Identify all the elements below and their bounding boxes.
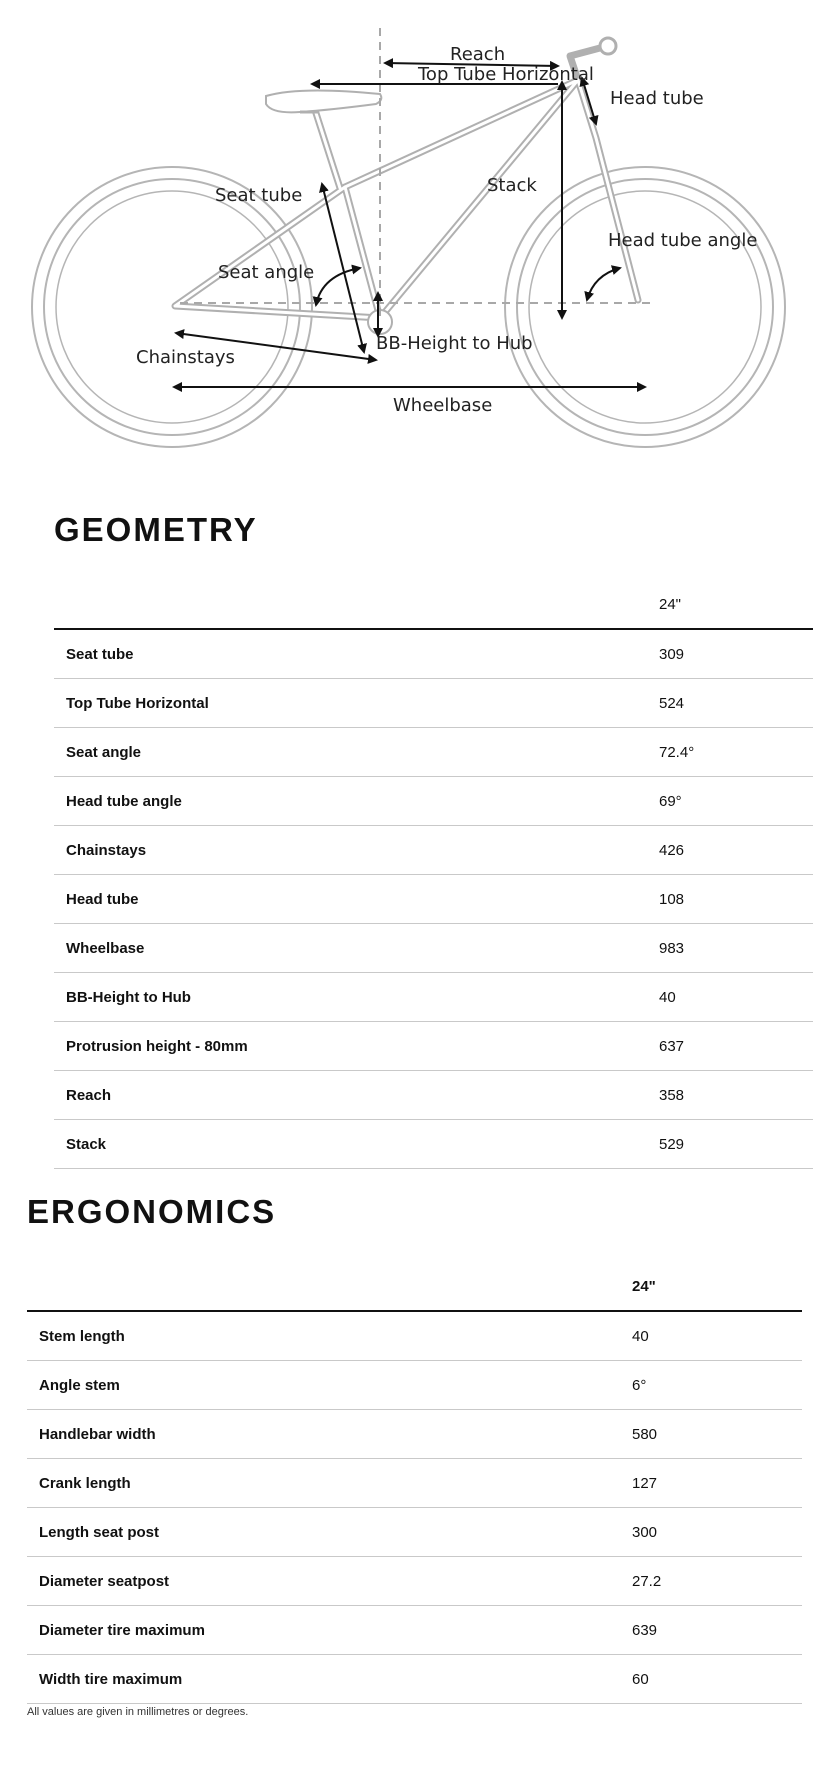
row-label: Angle stem (27, 1361, 632, 1410)
row-label: Crank length (27, 1459, 632, 1508)
row-value: 309 (659, 629, 813, 679)
table-row (54, 728, 813, 777)
row-label: Diameter seatpost (27, 1557, 632, 1606)
row-label: Stem length (27, 1311, 632, 1361)
label-top-tube-horizontal: Top Tube Horizontal (418, 64, 594, 85)
ergonomics-heading: ERGONOMICS (27, 1193, 277, 1230)
handlebar-end (600, 38, 616, 54)
bike-illustration (0, 0, 813, 460)
row-value: 426 (659, 826, 813, 875)
row-value: 639 (632, 1606, 802, 1655)
row-label: Head tube angle (54, 777, 659, 826)
row-value: 127 (632, 1459, 802, 1508)
label-stack: Stack (487, 175, 537, 196)
table-row (27, 1410, 802, 1459)
table-row (27, 1508, 802, 1557)
bike-geometry-diagram (0, 0, 813, 460)
ergonomics-table (27, 1262, 802, 1704)
table-row (54, 826, 813, 875)
label-head-tube-angle: Head tube angle (608, 230, 758, 251)
table-row (27, 1606, 802, 1655)
row-label: Seat angle (54, 728, 659, 777)
units-footnote: All values are given in millimetres or degrees. (27, 1706, 249, 1718)
row-label: Protrusion height - 80mm (54, 1022, 659, 1071)
table-header-row (54, 580, 813, 629)
row-value: 358 (659, 1071, 813, 1120)
saddle (266, 90, 381, 112)
row-value: 637 (659, 1022, 813, 1071)
row-label: Top Tube Horizontal (54, 679, 659, 728)
table-row (54, 1022, 813, 1071)
table-row (27, 1459, 802, 1508)
row-label: Head tube (54, 875, 659, 924)
header-blank (27, 1262, 632, 1311)
row-value: 300 (632, 1508, 802, 1557)
front-wheel (505, 167, 785, 447)
row-value: 72.4° (659, 728, 813, 777)
table-row (27, 1361, 802, 1410)
row-label: Wheelbase (54, 924, 659, 973)
table-row (54, 1071, 813, 1120)
table-row (54, 1120, 813, 1169)
label-reach: Reach (450, 44, 506, 65)
label-head-tube: Head tube (610, 88, 704, 109)
row-value: 60 (632, 1655, 802, 1704)
row-label: Length seat post (27, 1508, 632, 1557)
size-column-header: 24" (632, 1262, 802, 1311)
row-value: 983 (659, 924, 813, 973)
row-label: Stack (54, 1120, 659, 1169)
row-value: 69° (659, 777, 813, 826)
row-label: Reach (54, 1071, 659, 1120)
row-value: 529 (659, 1120, 813, 1169)
label-seat-tube: Seat tube (215, 185, 303, 206)
row-label: Diameter tire maximum (27, 1606, 632, 1655)
table-row (54, 924, 813, 973)
table-row (27, 1311, 802, 1361)
table-row (54, 777, 813, 826)
row-value: 27.2 (632, 1557, 802, 1606)
row-label: BB-Height to Hub (54, 973, 659, 1022)
row-value: 40 (659, 973, 813, 1022)
row-label: Width tire maximum (27, 1655, 632, 1704)
table-row (54, 973, 813, 1022)
geometry-heading: GEOMETRY (54, 511, 258, 548)
table-row (54, 629, 813, 679)
table-row (54, 679, 813, 728)
table-header-row (27, 1262, 802, 1311)
table-row (27, 1655, 802, 1704)
row-value: 524 (659, 679, 813, 728)
size-column-header: 24" (659, 580, 813, 629)
table-row (54, 875, 813, 924)
geometry-table (54, 580, 813, 1169)
label-wheelbase: Wheelbase (393, 395, 493, 416)
header-blank (54, 580, 659, 629)
label-chainstays: Chainstays (136, 347, 235, 368)
row-label: Chainstays (54, 826, 659, 875)
table-row (27, 1557, 802, 1606)
row-value: 108 (659, 875, 813, 924)
label-bb-height-to-hub: BB-Height to Hub (376, 333, 533, 354)
row-label: Seat tube (54, 629, 659, 679)
row-value: 6° (632, 1361, 802, 1410)
row-value: 580 (632, 1410, 802, 1459)
row-value: 40 (632, 1311, 802, 1361)
row-label: Handlebar width (27, 1410, 632, 1459)
label-seat-angle: Seat angle (218, 262, 315, 283)
